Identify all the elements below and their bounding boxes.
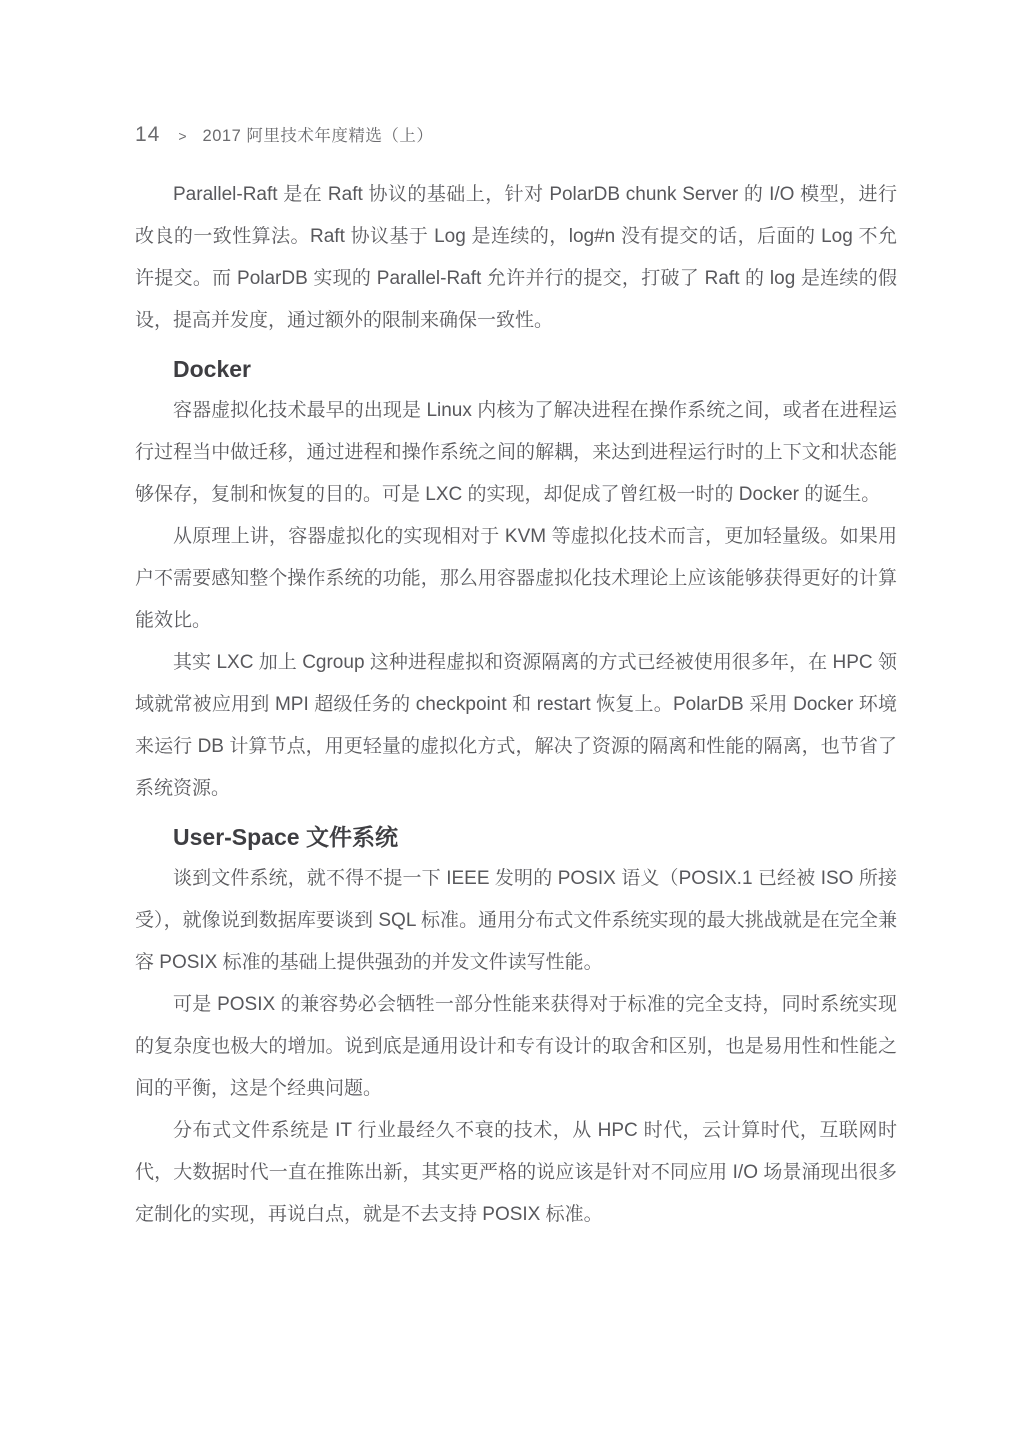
page-number: 14 — [135, 123, 161, 146]
body-paragraph: 从原理上讲，容器虚拟化的实现相对于 KVM 等虚拟化技术而言，更加轻量级。如果用户不需要感知整个操作系统的功能，那么用容器虚拟化技术理论上应该能够获得更好的计算能效比。 — [135, 526, 897, 631]
body-paragraph: 谈到文件系统，就不得不提一下 IEEE 发明的 POSIX 语义（POSIX.1 已经被 ISO 所接受），就像说到数据库要谈到 SQL 标准。通用分布式文件系统实现的最大挑战就是在完全兼容 POSIX 标准的基础上提供强劲的并发文件读写性能。 — [135, 868, 897, 973]
body-paragraph: Parallel-Raft 是在 Raft 协议的基础上，针对 PolarDB chunk Server 的 I/O 模型，进行改良的一致性算法。Raft 协议基于 Log 是连续的，log#n 没有提交的话，后面的 Log 不允许提交。而 PolarDB 实现的 Parallel-Raft 允许并行的提交，打破了 Raft 的 log 是连续的假设，提高并发度，通过额外的限制来确保一致性。 — [135, 184, 897, 331]
running-header — [135, 122, 433, 147]
section-heading: User-Space 文件系统 — [173, 824, 398, 850]
body-paragraph: 容器虚拟化技术最早的出现是 Linux 内核为了解决进程在操作系统之间，或者在进程运行过程当中做迁移，通过进程和操作系统之间的解耦，来达到进程运行时的上下文和状态能够保存，复制和恢复的目的。可是 LXC 的实现，却促成了曾红极一时的 Docker 的诞生。 — [135, 400, 897, 505]
body-paragraph: 可是 POSIX 的兼容势必会牺牲一部分性能来获得对于标准的完全支持，同时系统实现的复杂度也极大的增加。说到底是通用设计和专有设计的取舍和区别，也是易用性和性能之间的平衡，这是个经典问题。 — [135, 994, 897, 1099]
section-heading: Docker — [173, 356, 251, 382]
body-paragraph: 其实 LXC 加上 Cgroup 这种进程虚拟和资源隔离的方式已经被使用很多年，在 HPC 领域就常被应用到 MPI 超级任务的 checkpoint 和 restart 恢复上。PolarDB 采用 Docker 环境来运行 DB 计算节点，用更轻量的虚拟化方式，解决了资源的隔离和性能的隔离，也节省了系统资源。 — [135, 652, 897, 799]
page-content — [135, 174, 897, 1236]
body-paragraph: 分布式文件系统是 IT 行业最经久不衰的技术，从 HPC 时代，云计算时代，互联网时代，大数据时代一直在推陈出新，其实更严格的说应该是针对不同应用 I/O 场景涌现出很多定制化的实现，再说白点，就是不去支持 POSIX 标准。 — [135, 1120, 897, 1225]
book-title: 2017 阿里技术年度精选（上） — [202, 127, 434, 145]
header-separator-chevron: > — [178, 128, 187, 144]
